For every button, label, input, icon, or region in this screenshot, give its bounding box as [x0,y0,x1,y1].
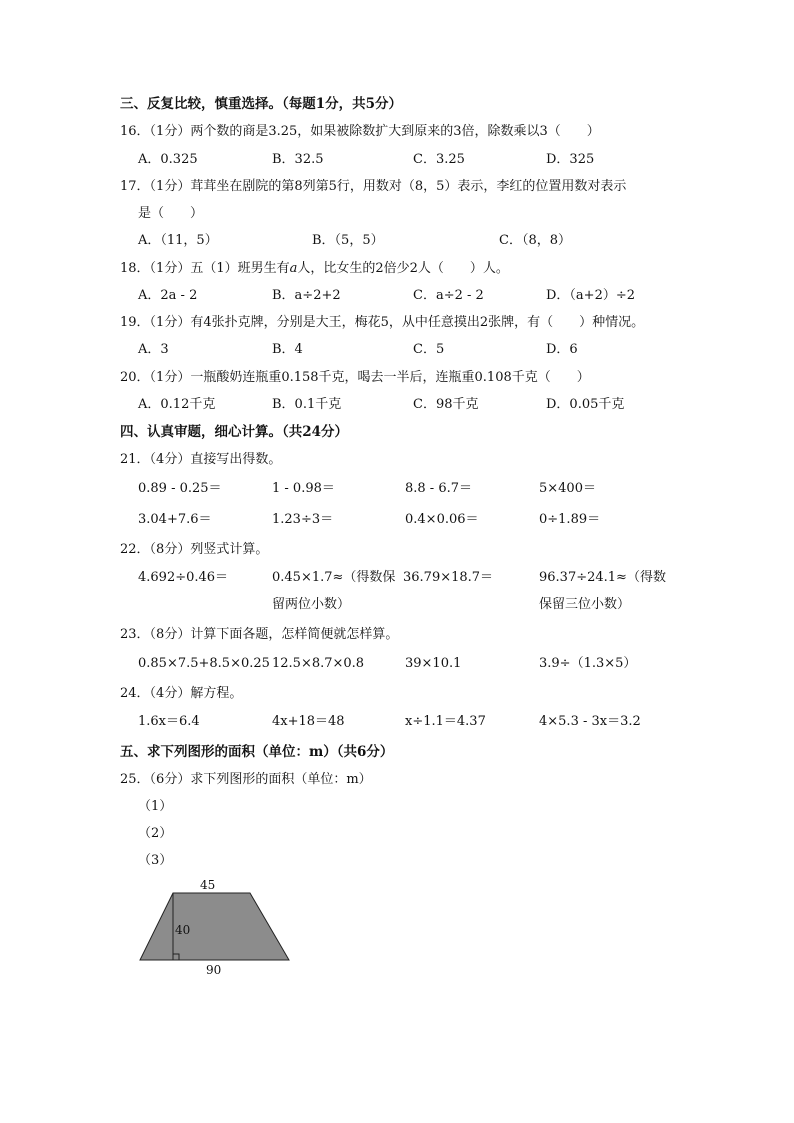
trapezoid-height-label: 40 [175,923,191,937]
q16-stem: 16．（1分）两个数的商是3.25，如果被除数扩大到原来的3倍，除数乘以3（ ） [120,124,600,139]
q25-part3: （3） [138,853,173,868]
q22-item4-line1: 96.37÷24.1≈（得数 [539,570,666,585]
q18-option-a: A．2a - 2 [138,288,198,303]
q16-option-b: B．32.5 [272,152,324,167]
q18-stem-part1: 18．（1分）五（1）班男生有 [120,261,290,276]
q24-item1: 1.6x＝6.4 [138,714,200,729]
trapezoid-top-label: 45 [200,878,216,892]
q25-part1: （1） [138,799,173,814]
q20-option-d: D．0.05千克 [546,397,625,412]
q21-row2-item3: 0.4×0.06＝ [405,512,479,527]
q24-stem: 24．（4分）解方程。 [120,686,243,701]
q19-stem: 19．（1分）有4张扑克牌，分别是大王，梅花5，从中任意摸出2张牌，有（ ）种情况。 [120,315,645,330]
q19-option-a: A．3 [138,342,169,357]
q18-stem [120,261,509,277]
q24-item4: 4×5.3 - 3x＝3.2 [539,714,641,729]
q24-item3: x÷1.1＝4.37 [405,714,486,729]
q17-option-a: A．（11，5） [138,233,218,248]
q23-stem: 23．（8分）计算下面各题，怎样简便就怎样算。 [120,627,399,642]
q16-option-d: D．325 [546,152,595,167]
q21-row1-item3: 8.8 - 6.7＝ [405,481,473,496]
q25-part2: （2） [138,826,173,841]
q17-stem-line1: 17．（1分）茸茸坐在剧院的第8列第5行，用数对（8，5）表示，李红的位置用数对表示 [120,179,627,194]
q20-option-a: A．0.12千克 [138,397,216,412]
q23-item2: 12.5×8.7×0.8 [272,656,365,671]
q20-option-c: C．98千克 [413,397,479,412]
q23-item4: 3.9÷（1.3×5） [539,656,637,671]
q21-row2-item4: 0÷1.89＝ [539,512,601,527]
trapezoid-shape [140,893,289,960]
q17-option-b: B．（5，5） [312,233,384,248]
q19-option-c: C．5 [413,342,445,357]
q17-stem-line2: 是（ ） [138,206,204,221]
q22-stem: 22．（8分）列竖式计算。 [120,542,269,557]
section-5-heading: 五、求下列图形的面积（单位：m）（共6分） [120,744,394,760]
q22-item1: 4.692÷0.46＝ [138,570,229,585]
q21-row1-item2: 1 - 0.98＝ [272,481,335,496]
q20-option-b: B．0.1千克 [272,397,342,412]
trapezoid-bottom-label: 90 [206,963,222,977]
q18-stem-part2: 人，比女生的2倍少2人（ ）人。 [297,261,509,276]
q17-option-c: C．（8，8） [499,233,571,248]
q18-variable-a: a [289,261,298,276]
q21-row2-item1: 3.04+7.6＝ [138,512,212,527]
q18-option-c: C．a÷2 - 2 [413,288,484,303]
q21-row1-item4: 5×400＝ [539,481,596,496]
q18-option-d: D．（a+2）÷2 [546,288,636,303]
q19-option-b: B．4 [272,342,303,357]
q16-option-c: C．3.25 [413,152,465,167]
section-3-heading: 三、反复比较，慎重选择。（每题1分，共5分） [120,96,403,112]
q20-stem: 20．（1分）一瓶酸奶连瓶重0.158千克，喝去一半后，连瓶重0.108千克（ ） [120,370,590,385]
q19-option-d: D．6 [546,342,578,357]
q23-item3: 39×10.1 [405,656,462,671]
q22-item3: 36.79×18.7＝ [403,570,494,585]
q25-stem: 25．（6分）求下列图形的面积（单位：m） [120,772,372,787]
q18-option-b: B．a÷2+2 [272,288,341,303]
q21-stem: 21．（4分）直接写出得数。 [120,452,282,467]
q22-item2-line2: 留两位小数） [272,597,351,612]
trapezoid-figure [130,874,305,980]
q24-item2: 4x+18＝48 [272,714,345,729]
q21-row1-item1: 0.89 - 0.25＝ [138,481,222,496]
q22-item4-line2: 保留三位小数） [539,597,631,612]
section-4-heading: 四、认真审题，细心计算。（共24分） [120,424,349,440]
q22-item2-line1: 0.45×1.7≈（得数保 [272,570,396,585]
q23-item1: 0.85×7.5+8.5×0.25 [138,656,270,671]
q16-option-a: A．0.325 [138,152,198,167]
q21-row2-item2: 1.23÷3＝ [272,512,334,527]
